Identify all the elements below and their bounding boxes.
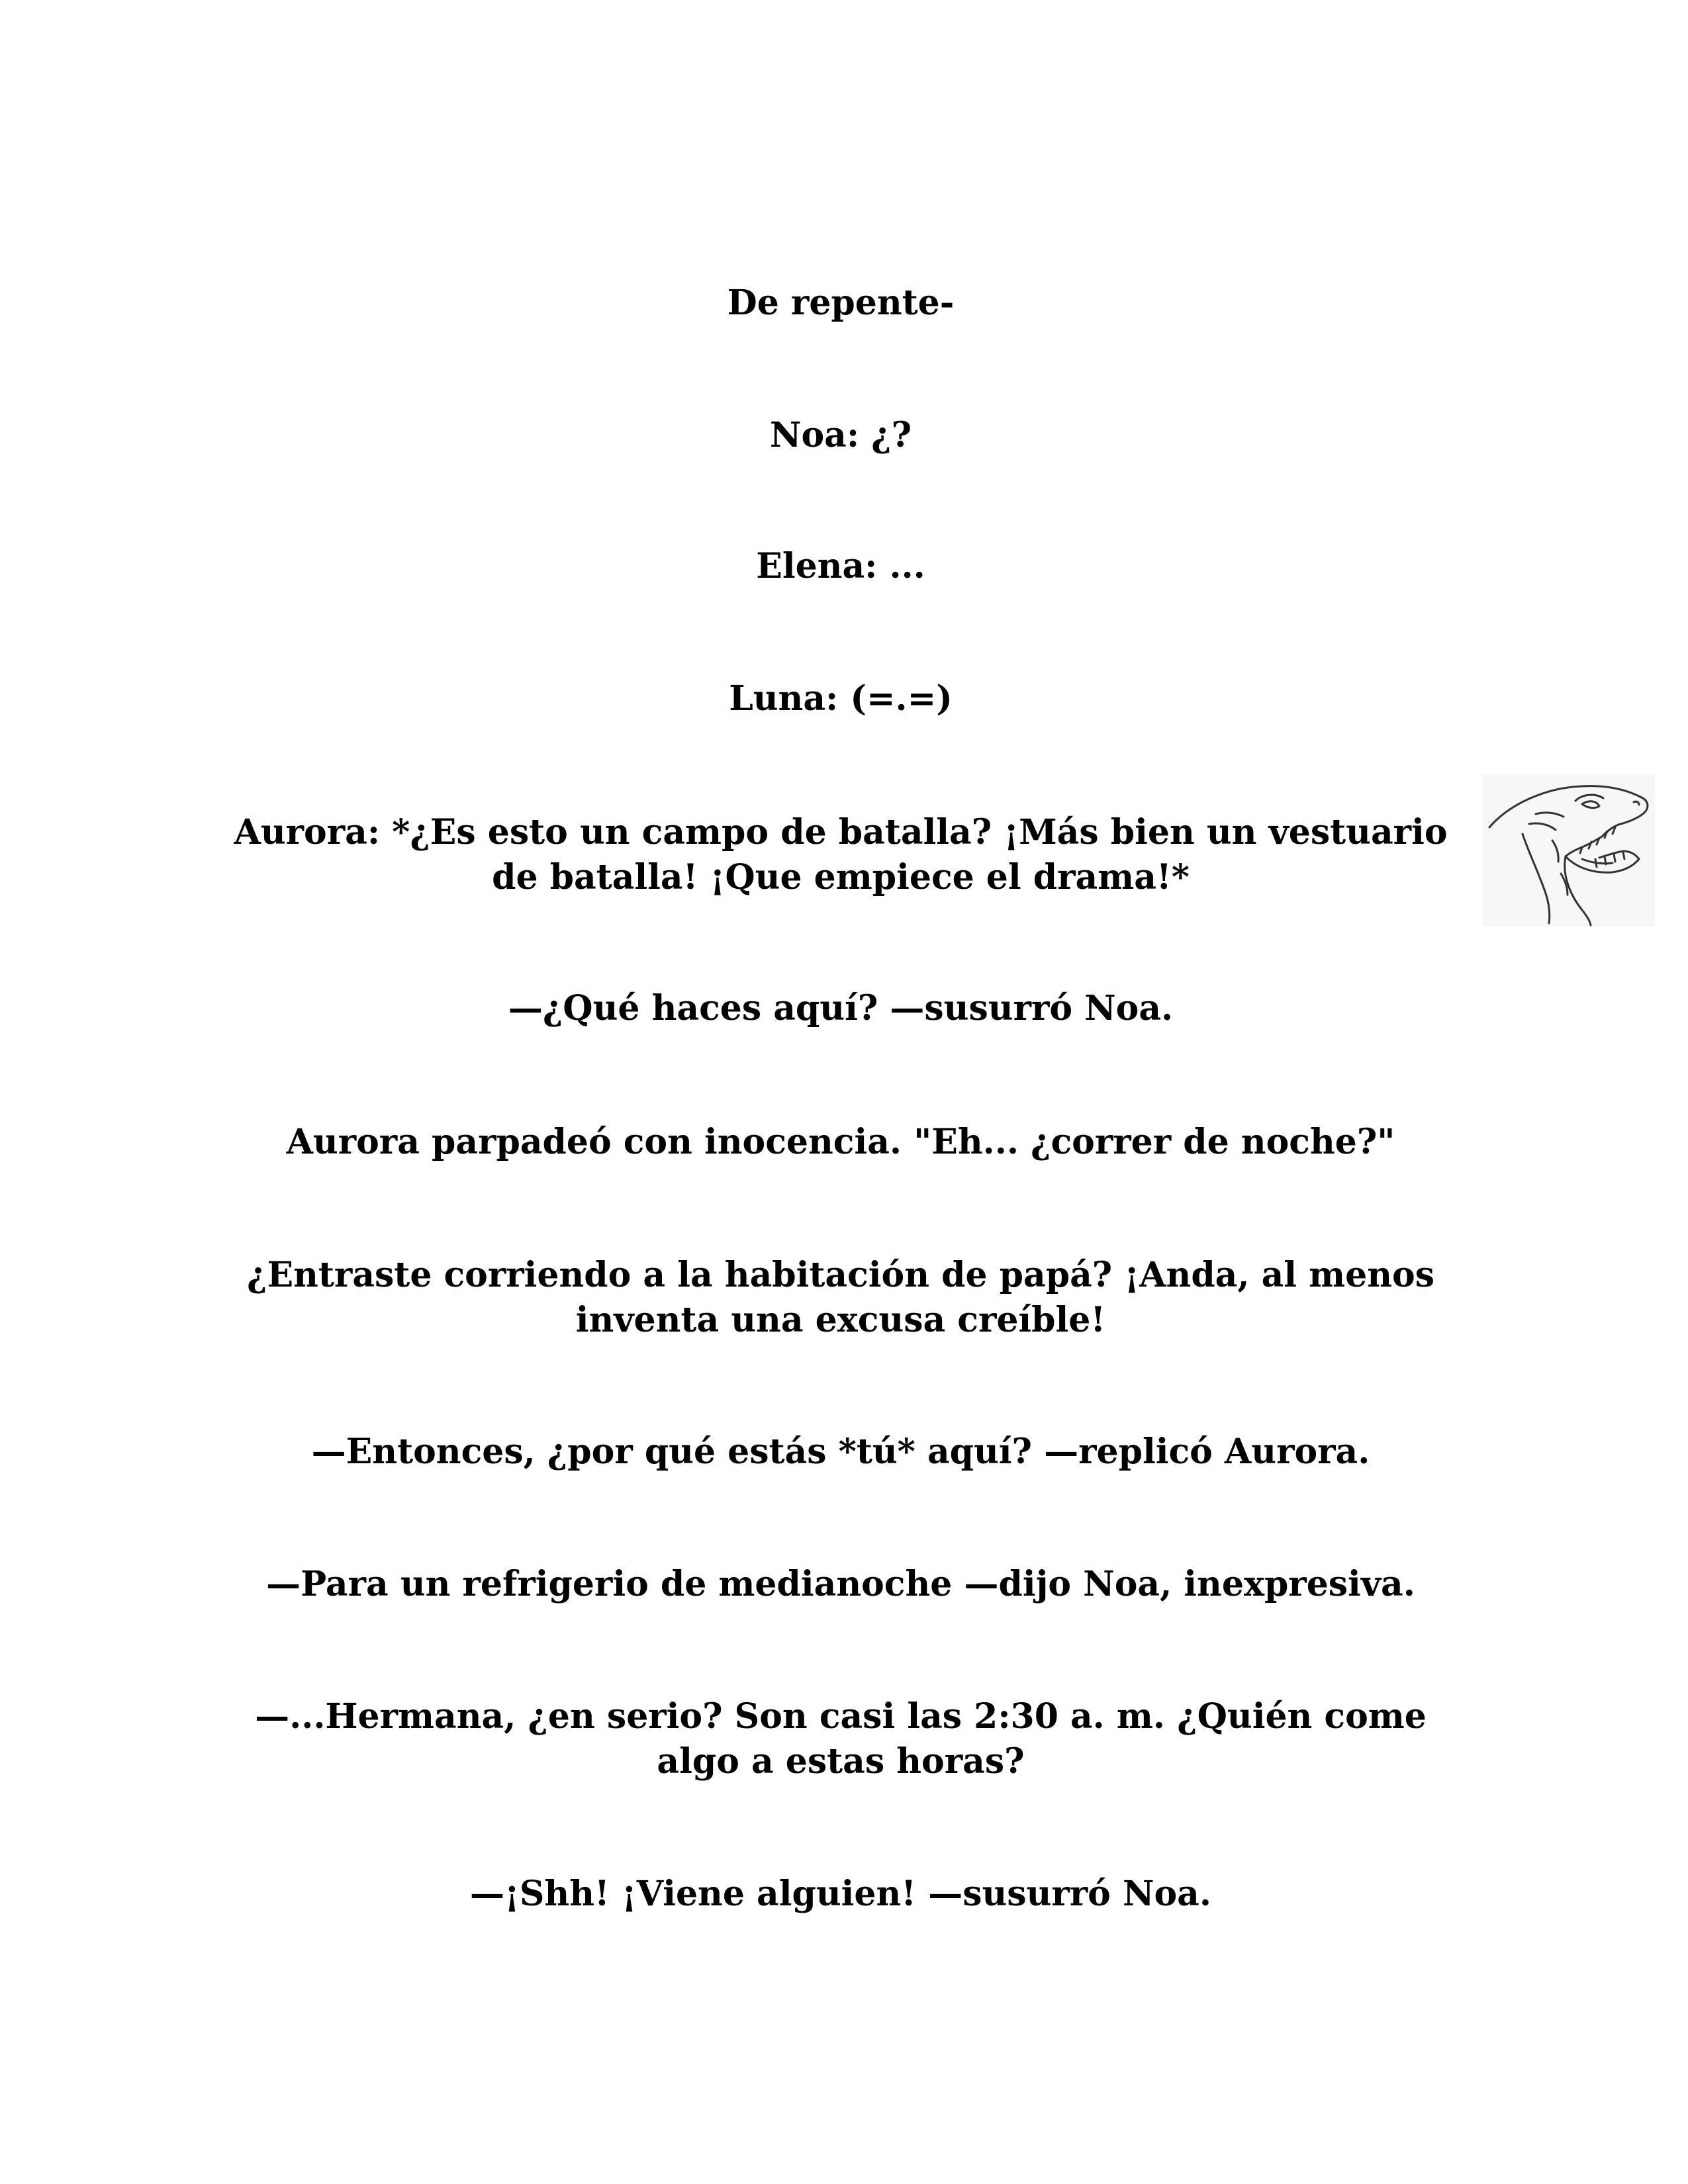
paragraph-que-haces-aqui: —¿Qué haces aquí? —susurró Noa. (508, 988, 1174, 1028)
paragraph-luna: Luna: (=.=) (729, 678, 953, 719)
paragraph-noa: Noa: ¿? (769, 415, 912, 455)
paragraph-shh: —¡Shh! ¡Viene alguien! —susurró Noa. (470, 1874, 1211, 1914)
paragraph-entonces: —Entonces, ¿por qué estás *tú* aquí? —replicó Aurora. (311, 1432, 1370, 1472)
dinosaur-sketch-icon (1483, 774, 1655, 927)
paragraph-entraste-corriendo: ¿Entraste corriendo a la habitación de papá? ¡Anda, al menos inventa una excusa creíble! (247, 1255, 1447, 1340)
paragraph-de-repente: De repente- (727, 283, 955, 323)
paragraph-aurora-thought: Aurora: *¿Es esto un campo de batalla? ¡Más bien un vestuario de batalla! ¡Que empiece el drama!* (234, 812, 1460, 897)
paragraph-refrigerio: —Para un refrigerio de medianoche —dijo Noa, inexpresiva. (266, 1564, 1415, 1604)
paragraph-aurora-parpadeo: Aurora parpadeó con inocencia. "Eh... ¿correr de noche?" (286, 1122, 1395, 1162)
paragraph-elena: Elena: ... (756, 546, 925, 586)
paragraph-hermana-en-serio: —...Hermana, ¿en serio? Son casi las 2:30 a. m. ¿Quién come algo a estas horas? (255, 1696, 1438, 1782)
